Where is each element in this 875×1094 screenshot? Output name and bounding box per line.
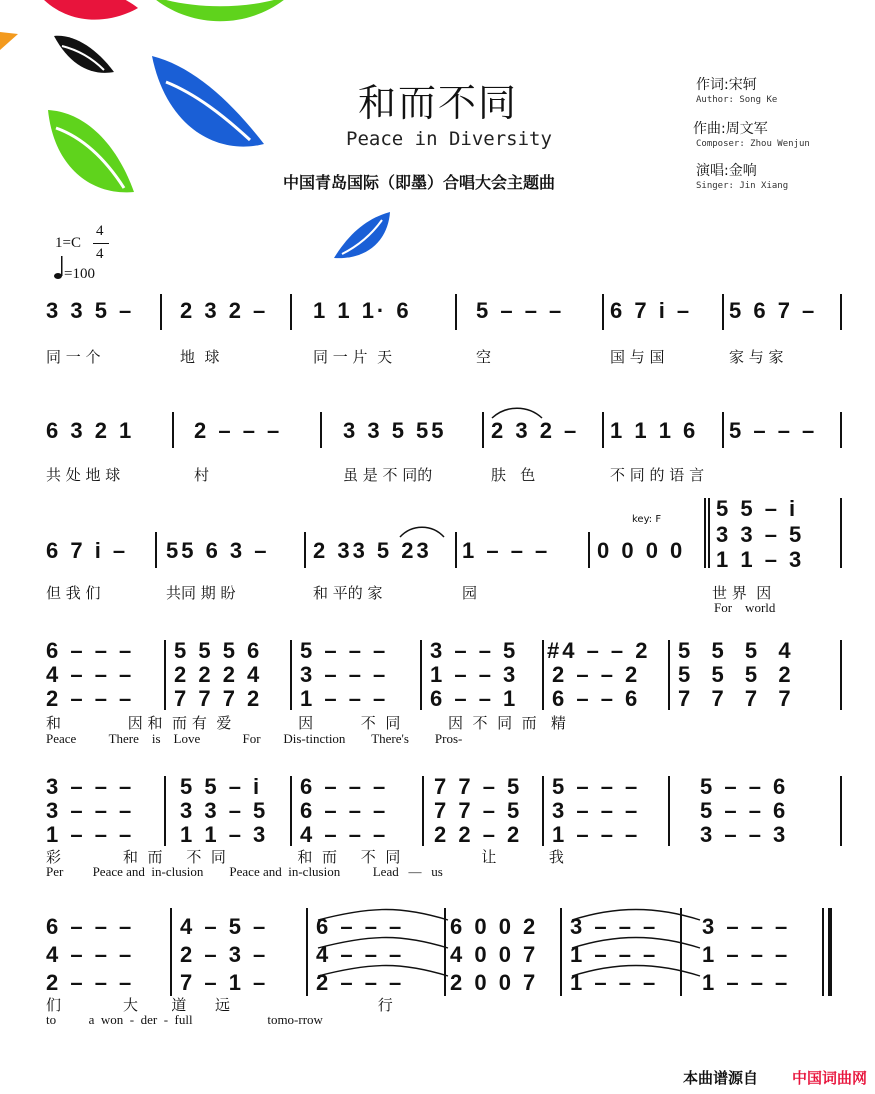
measure-3: 1 1 1· 6 xyxy=(313,298,412,323)
notes-bot: 7 7 7 7 xyxy=(678,686,794,711)
song-subtitle: 中国青岛国际（即墨）合唱大会主题曲 xyxy=(283,173,556,192)
notes-mid: 2 – 3 – xyxy=(180,942,269,967)
lyric-cn: 同 一 片 天 xyxy=(313,348,393,366)
slur-mark xyxy=(398,524,446,538)
lyric-cn: 但 我 们 xyxy=(46,584,101,602)
notes-top: 5 5 5 4 xyxy=(678,638,794,663)
notes-mid: 1 – – 3 xyxy=(430,662,519,687)
notes-bot: 1 – – – xyxy=(46,822,135,847)
notes-bot: 6 – – 6 xyxy=(552,686,641,711)
tie-marks xyxy=(566,900,706,984)
notes-mid: 4 – – – xyxy=(46,942,135,967)
measure-13: 6 7 i – xyxy=(46,538,129,563)
time-signature-line xyxy=(93,243,109,244)
lyricist-label: 作词:宋轲 xyxy=(696,77,757,93)
notes-mid: 3 – – – xyxy=(552,798,641,823)
composer-label-en: Composer: Zhou Wenjun xyxy=(696,139,810,149)
notes-top: 5 5 5 6 xyxy=(174,638,263,663)
blue-lips-large-graphic xyxy=(146,52,268,152)
measure-17: 0 0 0 0 xyxy=(597,538,686,563)
lyric-cn: 彩 和 而 不 同 和 而 不 同 让 我 xyxy=(46,848,564,866)
lyric-en: Per Peace and in-clusion Peace and in-clusion Lead — us xyxy=(46,864,443,879)
lyric-cn: 们 大 道 远 行 xyxy=(46,996,393,1014)
measure-11: 1 1 1 6 xyxy=(610,418,699,443)
notes-bot: 1 – – – xyxy=(702,970,791,995)
notes-mid: 6 – – – xyxy=(300,798,389,823)
notes-mid: 4 – – – xyxy=(46,662,135,687)
lyric-cn: 地 球 xyxy=(180,348,220,366)
notes-mid: 4 0 0 7 xyxy=(450,942,539,967)
notes-top: 3 – – 5 xyxy=(430,638,519,663)
notes-top: 5 – – – xyxy=(300,638,389,663)
notes-mid: 3 3 – 5 xyxy=(180,798,269,823)
measure-14: 55 6 3 – xyxy=(166,538,270,563)
notes-bot: 7 7 7 2 xyxy=(174,686,263,711)
notes-mid: 2 – – 2 xyxy=(552,662,641,687)
time-signature-top: 4 xyxy=(96,223,104,239)
green-lips-top-graphic xyxy=(150,0,290,30)
notes-top: 5 – – – xyxy=(552,774,641,799)
notes-top: 3 – – – xyxy=(46,774,135,799)
measure-5: 6 7 i – xyxy=(610,298,693,323)
notes-top: 5 5 – i xyxy=(180,774,263,799)
notes-bot: 1 – – – xyxy=(552,822,641,847)
lyricist-label-en: Author: Song Ke xyxy=(696,95,778,105)
lyric-cn: 肤 色 xyxy=(491,466,536,484)
song-title: 和而不同 xyxy=(358,81,519,125)
key-change-label: key: F xyxy=(632,514,662,525)
notes-top: 7 7 – 5 xyxy=(434,774,523,799)
lyric-cn: 和 因 和 而 有 爱 因 不 同 因 不 同 而 精 xyxy=(46,714,566,732)
notes-top: 4 – 5 – xyxy=(180,914,269,939)
notes-top: 5 – – 6 xyxy=(700,774,789,799)
lyric-cn: 园 xyxy=(462,584,478,602)
measure-10: 2 3 2 – xyxy=(491,418,580,443)
lyric-cn: 不 同 的 语 言 xyxy=(610,466,705,484)
composer-label: 作曲:周文军 xyxy=(693,121,768,137)
measure-9: 3 3 5 55 xyxy=(343,418,447,443)
measure-15: 2 33 5 23 xyxy=(313,538,432,563)
notes-mid: 1 – – – xyxy=(570,942,659,967)
lyric-cn: 国 与 国 xyxy=(610,348,665,366)
notes-bot: 1 – – – xyxy=(570,970,659,995)
lyric-en: to a won - der - full tomo-rrow xyxy=(46,1012,323,1027)
notes-bot: 3 – – 3 xyxy=(700,822,789,847)
song-title-english: Peace in Diversity xyxy=(346,128,552,150)
notes-mid: 3 – – – xyxy=(300,662,389,687)
measure-8: 2 – – – xyxy=(194,418,283,443)
notes-bot: 2 – – – xyxy=(46,970,135,995)
measure-16: 1 – – – xyxy=(462,538,551,563)
measure-7: 6 3 2 1 xyxy=(46,418,135,443)
lyric-cn: 和 平的 家 xyxy=(313,584,383,602)
notes-mid: 2 2 2 4 xyxy=(174,662,263,687)
key-signature: 1=C xyxy=(55,235,81,251)
red-lips-graphic xyxy=(40,0,140,30)
notes-top: 6 – – – xyxy=(46,914,135,939)
notes-bot: 2 0 0 7 xyxy=(450,970,539,995)
orange-lips-graphic xyxy=(0,28,20,52)
notes-top: 3 – – – xyxy=(702,914,791,939)
lyric-en: For world xyxy=(714,600,776,615)
notes-mid: 5 5 5 2 xyxy=(678,662,794,687)
measure-12: 5 – – – xyxy=(729,418,818,443)
lyric-cn: 共 处 地 球 xyxy=(46,466,121,484)
notes-bot: 2 2 – 2 xyxy=(434,822,523,847)
measure-1: 3 3 5 – xyxy=(46,298,135,323)
lyric-cn: 家 与 家 xyxy=(729,348,784,366)
singer-label: 演唱:金响 xyxy=(696,163,757,179)
notes-mid: 3 – – – xyxy=(46,798,135,823)
site-link[interactable]: 中国词曲网 xyxy=(791,1069,867,1087)
notes-bot: 1 1 – 3 xyxy=(180,822,269,847)
slur-mark xyxy=(490,405,544,419)
notes-bot: 6 – – 1 xyxy=(430,686,519,711)
singer-label-en: Singer: Jin Xiang xyxy=(696,181,789,191)
lyric-cn: 村 xyxy=(194,466,210,484)
chord-bot: 1 1 – 3 xyxy=(716,547,805,572)
notes-top: 6 – – – xyxy=(316,914,405,939)
lyric-cn: 虽 是 不 同的 xyxy=(343,466,433,484)
lyric-cn: 空 xyxy=(476,348,492,366)
tempo-marking: =100 xyxy=(64,266,95,282)
black-lips-graphic xyxy=(52,32,116,80)
notes-top: 6 – – – xyxy=(46,638,135,663)
source-label: 本曲谱源自 xyxy=(682,1069,758,1087)
notes-bot: 1 – – – xyxy=(300,686,389,711)
chord-mid: 3 3 – 5 xyxy=(716,522,805,547)
notes-mid: 5 – – 6 xyxy=(700,798,789,823)
tie-marks xyxy=(312,900,572,984)
lyric-cn: 同 一 个 xyxy=(46,348,101,366)
quarter-note-icon xyxy=(54,256,62,278)
lyric-cn: 共同 期 盼 xyxy=(166,584,236,602)
green-lips-graphic xyxy=(44,108,138,198)
measure-4: 5 – – – xyxy=(476,298,565,323)
notes-bot: 4 – – – xyxy=(300,822,389,847)
lyric-en: Peace There is Love For Dis-tinction There's Pros- xyxy=(46,731,463,746)
notes-mid: 4 – – – xyxy=(316,942,405,967)
measure-6: 5 6 7 – xyxy=(729,298,818,323)
notes-bot: 7 – 1 – xyxy=(180,970,269,995)
blue-lips-small-graphic xyxy=(332,210,394,262)
notes-bot: 2 – – – xyxy=(46,686,135,711)
time-signature-bottom: 4 xyxy=(96,246,104,262)
notes-mid: 7 7 – 5 xyxy=(434,798,523,823)
measure-2: 2 3 2 – xyxy=(180,298,269,323)
notes-top: 6 0 0 2 xyxy=(450,914,539,939)
lyric-cn: 世 界 因 xyxy=(712,584,772,602)
notes-mid: 1 – – – xyxy=(702,942,791,967)
notes-bot: 2 – – – xyxy=(316,970,405,995)
chord-top: 5 5 – i xyxy=(716,496,799,521)
notes-top: 6 – – – xyxy=(300,774,389,799)
notes-top: #4 – – 2 xyxy=(547,638,651,663)
notes-top: 3 – – – xyxy=(570,914,659,939)
